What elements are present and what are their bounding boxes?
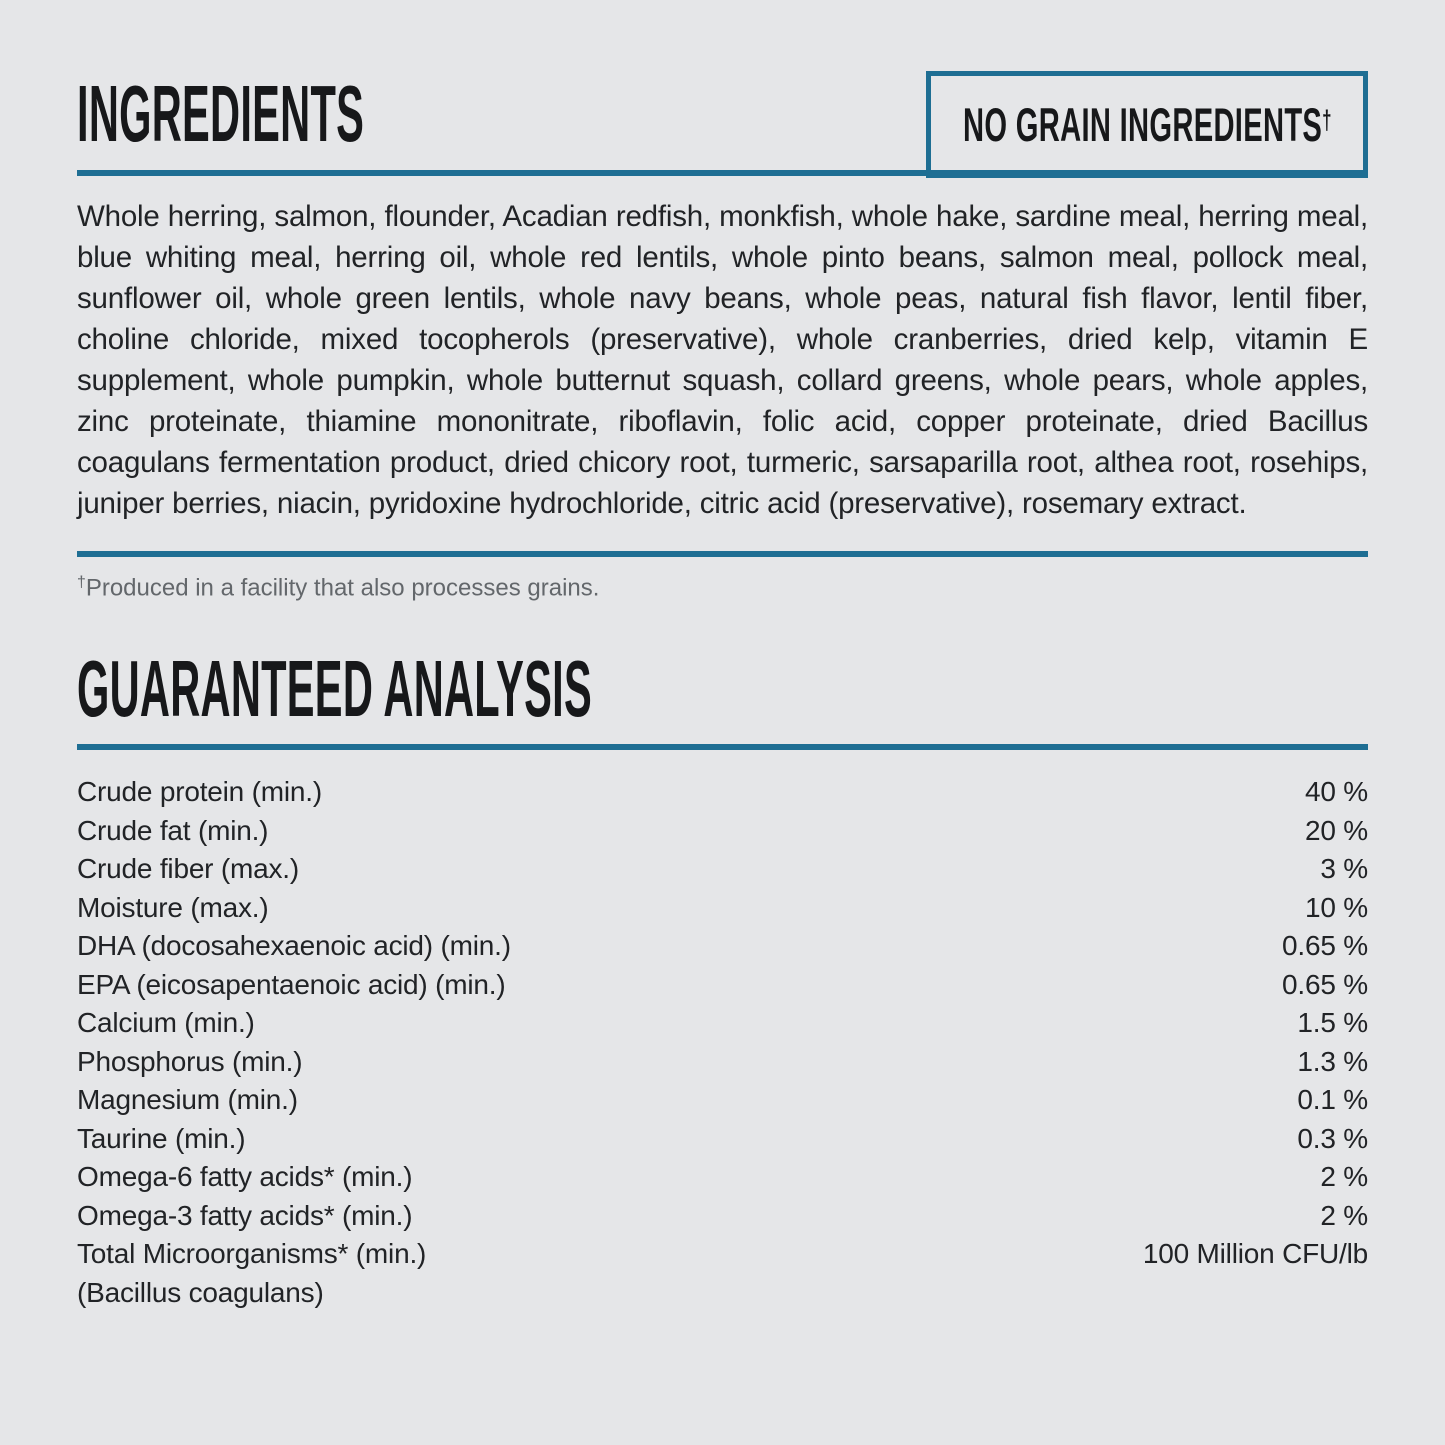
analysis-row-value: 3 %: [1320, 853, 1368, 885]
table-row: [77, 1158, 1368, 1197]
analysis-row-value: 0.65 %: [1282, 930, 1368, 962]
table-row: [77, 812, 1368, 851]
analysis-row-label: Omega-3 fatty acids* (min.): [77, 1199, 413, 1231]
analysis-row-label: Phosphorus (min.): [77, 1045, 303, 1077]
table-row: [77, 1235, 1368, 1274]
table-row: [77, 1120, 1368, 1159]
no-grain-badge-text: [963, 97, 1332, 152]
analysis-row-value: 1.3 %: [1297, 1045, 1368, 1077]
analysis-row-label: Omega-6 fatty acids* (min.): [77, 1161, 413, 1193]
analysis-row-value: 0.3 %: [1297, 1122, 1368, 1154]
analysis-row-label: Calcium (min.): [77, 1007, 255, 1039]
analysis-row-label: DHA (docosahexaenoic acid) (min.): [77, 930, 511, 962]
divider-under-analysis-title: [77, 744, 1368, 750]
analysis-row-value: 0.65 %: [1282, 968, 1368, 1000]
table-row: [77, 966, 1368, 1005]
no-grain-badge-dagger: †: [1321, 103, 1332, 135]
table-row: [77, 1197, 1368, 1236]
ingredients-paragraph: Whole herring, salmon, flounder, Acadian redfish, monkfish, whole hake, sardine meal, herring meal, blue whiting meal, herring oil, whole red lentils, whole pinto beans, salmon meal, pollock meal, sunflower oil, whole green lentils, whole navy beans, whole peas, natural fish flavor, lentil fiber, choline chloride, mixed tocopherols (preservative), whole cranberries, dried kelp, vitamin E supplement, whole pumpkin, whole butternut squash, collard greens, whole pears, whole apples, zinc proteinate, thiamine mononitrate, riboflavin, folic acid, copper proteinate, dried Bacillus coagulans fermentation product, dried chicory root, turmeric, sarsaparilla root, althea root, rosehips, juniper berries, niacin, pyridoxine hydrochloride, citric acid (preservative), rosemary extract.: [77, 200, 1368, 520]
analysis-row-value: 100 Million CFU/lb: [1142, 1238, 1368, 1270]
analysis-row-value: 0.1 %: [1297, 1084, 1368, 1116]
table-row: [77, 1081, 1368, 1120]
table-row: [77, 773, 1368, 812]
table-row: [77, 889, 1368, 928]
analysis-row-label: (Bacillus coagulans): [77, 1276, 324, 1308]
analysis-row-value: 40 %: [1304, 776, 1368, 808]
footnote-dagger: †: [77, 574, 86, 591]
divider-above-footnote: [77, 551, 1368, 557]
analysis-row-label: Total Microorganisms* (min.): [77, 1238, 427, 1270]
analysis-table: [77, 773, 1368, 1312]
analysis-row-value: 10 %: [1304, 891, 1368, 923]
table-row: [77, 1004, 1368, 1043]
table-row: [77, 927, 1368, 966]
analysis-row-value: 20 %: [1304, 814, 1368, 846]
analysis-row-label: Taurine (min.): [77, 1122, 246, 1154]
analysis-row-value: 1.5 %: [1297, 1007, 1368, 1039]
footnote-text: Produced in a facility that also processes grains.: [85, 574, 600, 602]
guaranteed-analysis-title-text: GUARANTEED ANALYSIS: [77, 644, 592, 734]
no-grain-badge-label: NO GRAIN INGREDIENTS: [962, 98, 1322, 151]
table-row: [77, 1043, 1368, 1082]
analysis-row-label: EPA (eicosapentaenoic acid) (min.): [77, 968, 506, 1000]
table-row: [77, 1274, 1368, 1313]
guaranteed-analysis-section-title: [77, 603, 1368, 734]
analysis-row-value: 2 %: [1320, 1161, 1368, 1193]
analysis-row-label: Moisture (max.): [77, 891, 269, 923]
analysis-row-label: Magnesium (min.): [77, 1084, 298, 1116]
analysis-row-label: Crude protein (min.): [77, 776, 322, 808]
analysis-row-label: Crude fat (min.): [77, 814, 269, 846]
analysis-row-value: 2 %: [1320, 1199, 1368, 1231]
no-grain-badge: [926, 71, 1368, 178]
table-row: [77, 850, 1368, 889]
grain-facility-footnote: [77, 568, 1368, 603]
ingredients-title-text: INGREDIENTS: [77, 69, 365, 158]
analysis-row-label: Crude fiber (max.): [77, 853, 300, 885]
